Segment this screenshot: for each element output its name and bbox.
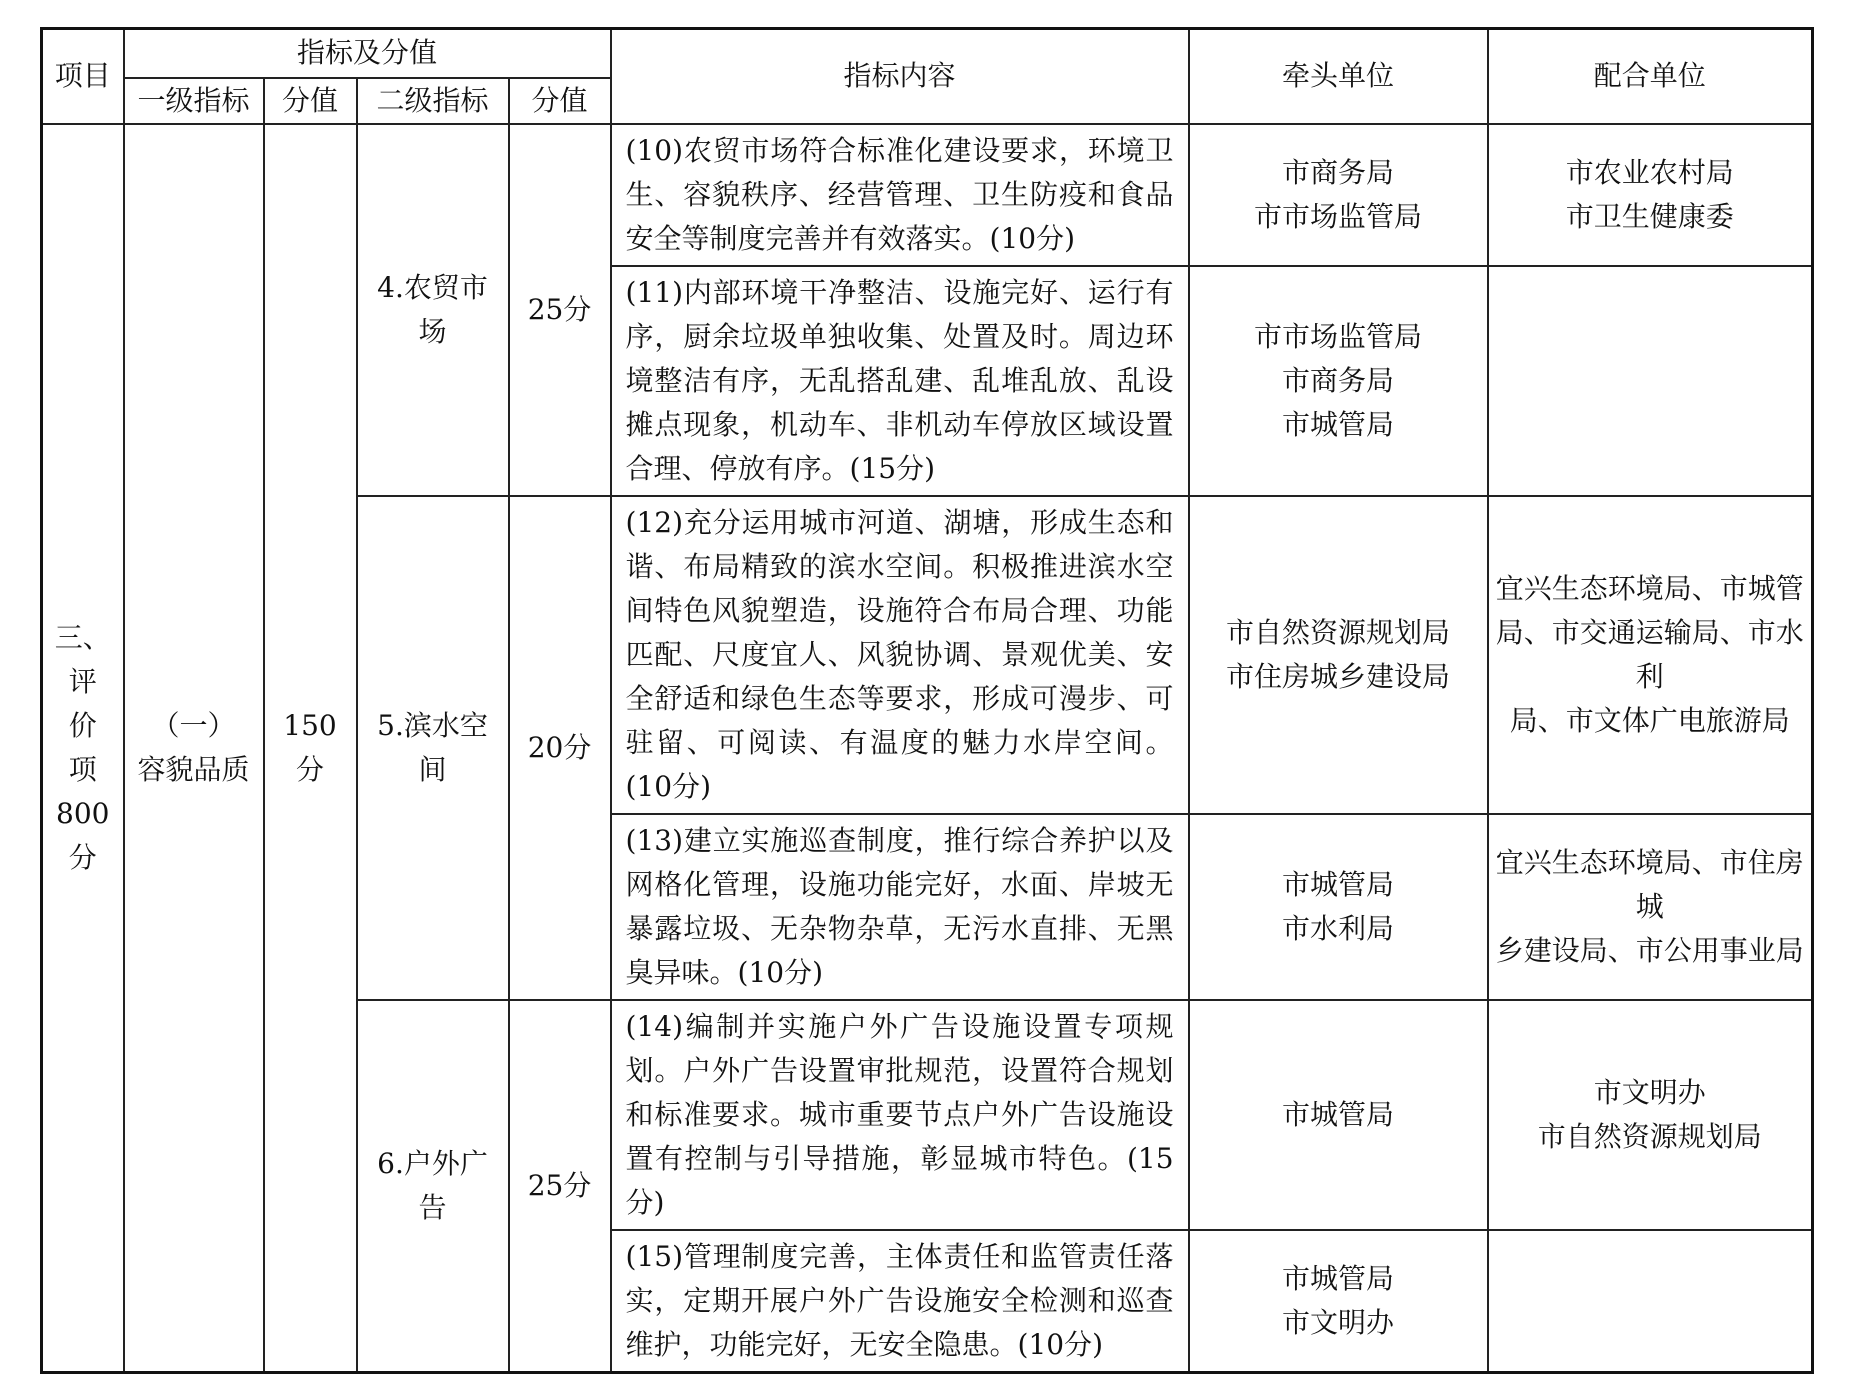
- coop-unit-cell: [1488, 814, 1813, 1000]
- coop-unit-line: 市自然资源规划局: [1537, 1119, 1762, 1153]
- lead-unit-cell: [1189, 1230, 1488, 1373]
- coop-unit-line: 市卫生健康委: [1565, 199, 1734, 233]
- coop-unit-cell: [1488, 496, 1813, 814]
- header-content: 指标内容: [611, 29, 1189, 124]
- header-level1: 一级指标: [124, 78, 264, 124]
- lead-unit-line: 市城管局: [1282, 407, 1395, 441]
- indicator-content: (11)内部环境干净整洁、设施完好、运行有序，厨余垃圾单独收集、处置及时。周边环境整洁有序，无乱搭乱建、乱堆乱放、乱设摊点现象，机动车、非机动车停放区域设置合理、停放有序。(15分): [611, 266, 1189, 496]
- coop-unit-line: 宜兴生态环境局、市城管: [1495, 571, 1804, 605]
- indicator-content: (10)农贸市场符合标准化建设要求，环境卫生、容貌秩序、经营管理、卫生防疫和食品安全等制度完善并有效落实。(10分): [611, 124, 1189, 266]
- lead-unit-cell: [1189, 496, 1488, 814]
- header-score1: 分值: [264, 78, 357, 124]
- level2-cell: 5.滨水空间: [357, 496, 509, 1000]
- project-cell: [42, 124, 124, 1373]
- level1-line: （一）: [151, 708, 236, 742]
- level2-score-cell: 25分: [509, 124, 611, 496]
- lead-unit-cell: [1189, 814, 1488, 1000]
- coop-unit-line: 乡建设局、市公用事业局: [1495, 933, 1804, 967]
- lead-unit-line: 市城管局: [1282, 1097, 1395, 1131]
- project-line: 价: [68, 708, 97, 742]
- coop-unit-cell: [1488, 124, 1813, 266]
- lead-unit-line: 市水利局: [1282, 911, 1395, 945]
- level2-cell: 6.户外广告: [357, 1000, 509, 1373]
- lead-unit-line: 市商务局: [1282, 155, 1395, 189]
- coop-unit-cell: [1488, 266, 1813, 496]
- header-score2: 分值: [509, 78, 611, 124]
- lead-unit-line: 市城管局: [1282, 1261, 1395, 1295]
- indicator-content: (13)建立实施巡查制度，推行综合养护以及网格化管理，设施功能完好，水面、岸坡无暴露垃圾、无杂物杂草，无污水直排、无黑臭异味。(10分): [611, 814, 1189, 1000]
- evaluation-table: [40, 27, 1814, 1374]
- header-project: 项目: [42, 29, 124, 124]
- coop-unit-line: 局、市交通运输局、市水利: [1495, 615, 1804, 693]
- indicator-content: (12)充分运用城市河道、湖塘，形成生态和谐、布局精致的滨水空间。积极推进滨水空间特色风貌塑造，设施符合布局合理、功能匹配、尺度宜人、风貌协调、景观优美、安全舒适和绿色生态等要求，形成可漫步、可驻留、可阅读、有温度的魅力水岸空间。(10分): [611, 496, 1189, 814]
- header-coop-unit: 配合单位: [1488, 29, 1813, 124]
- indicator-content: (14)编制并实施户外广告设施设置专项规划。户外广告设置审批规范，设置符合规划和标准要求。城市重要节点户外广告设施设置有控制与引导措施，彰显城市特色。(15分): [611, 1000, 1189, 1230]
- table-row: [42, 124, 1813, 266]
- level1-line: 容貌品质: [137, 752, 250, 786]
- header-indicators-and-scores: 指标及分值: [124, 29, 611, 78]
- level1-cell: [124, 124, 264, 1373]
- header-lead-unit: 牵头单位: [1189, 29, 1488, 124]
- level1-score-cell: 150分: [264, 124, 357, 1373]
- coop-unit-line: 市文明办: [1593, 1075, 1706, 1109]
- level2-score-cell: 25分: [509, 1000, 611, 1373]
- header-level2: 二级指标: [357, 78, 509, 124]
- lead-unit-line: 市住房城乡建设局: [1226, 659, 1451, 693]
- project-line: 评: [68, 664, 97, 698]
- lead-unit-line: 市文明办: [1282, 1305, 1395, 1339]
- project-line: 三、: [54, 620, 111, 654]
- lead-unit-cell: [1189, 266, 1488, 496]
- project-line: 800分: [56, 796, 110, 874]
- coop-unit-line: 宜兴生态环境局、市住房城: [1495, 845, 1804, 923]
- lead-unit-line: 市市场监管局: [1254, 319, 1423, 353]
- lead-unit-line: 市市场监管局: [1254, 199, 1423, 233]
- coop-unit-cell: [1488, 1000, 1813, 1230]
- coop-unit-line: 市农业农村局: [1565, 155, 1734, 189]
- coop-unit-cell: [1488, 1230, 1813, 1373]
- header-row-1: [42, 29, 1813, 78]
- level2-cell: 4.农贸市场: [357, 124, 509, 496]
- project-line: 项: [68, 752, 97, 786]
- coop-unit-line: 局、市文体广电旅游局: [1509, 703, 1790, 737]
- lead-unit-cell: [1189, 124, 1488, 266]
- lead-unit-line: 市城管局: [1282, 867, 1395, 901]
- lead-unit-line: 市商务局: [1282, 363, 1395, 397]
- indicator-content: (15)管理制度完善，主体责任和监管责任落实，定期开展户外广告设施安全检测和巡查维护，功能完好，无安全隐患。(10分): [611, 1230, 1189, 1373]
- lead-unit-cell: [1189, 1000, 1488, 1230]
- lead-unit-line: 市自然资源规划局: [1226, 615, 1451, 649]
- level2-score-cell: 20分: [509, 496, 611, 1000]
